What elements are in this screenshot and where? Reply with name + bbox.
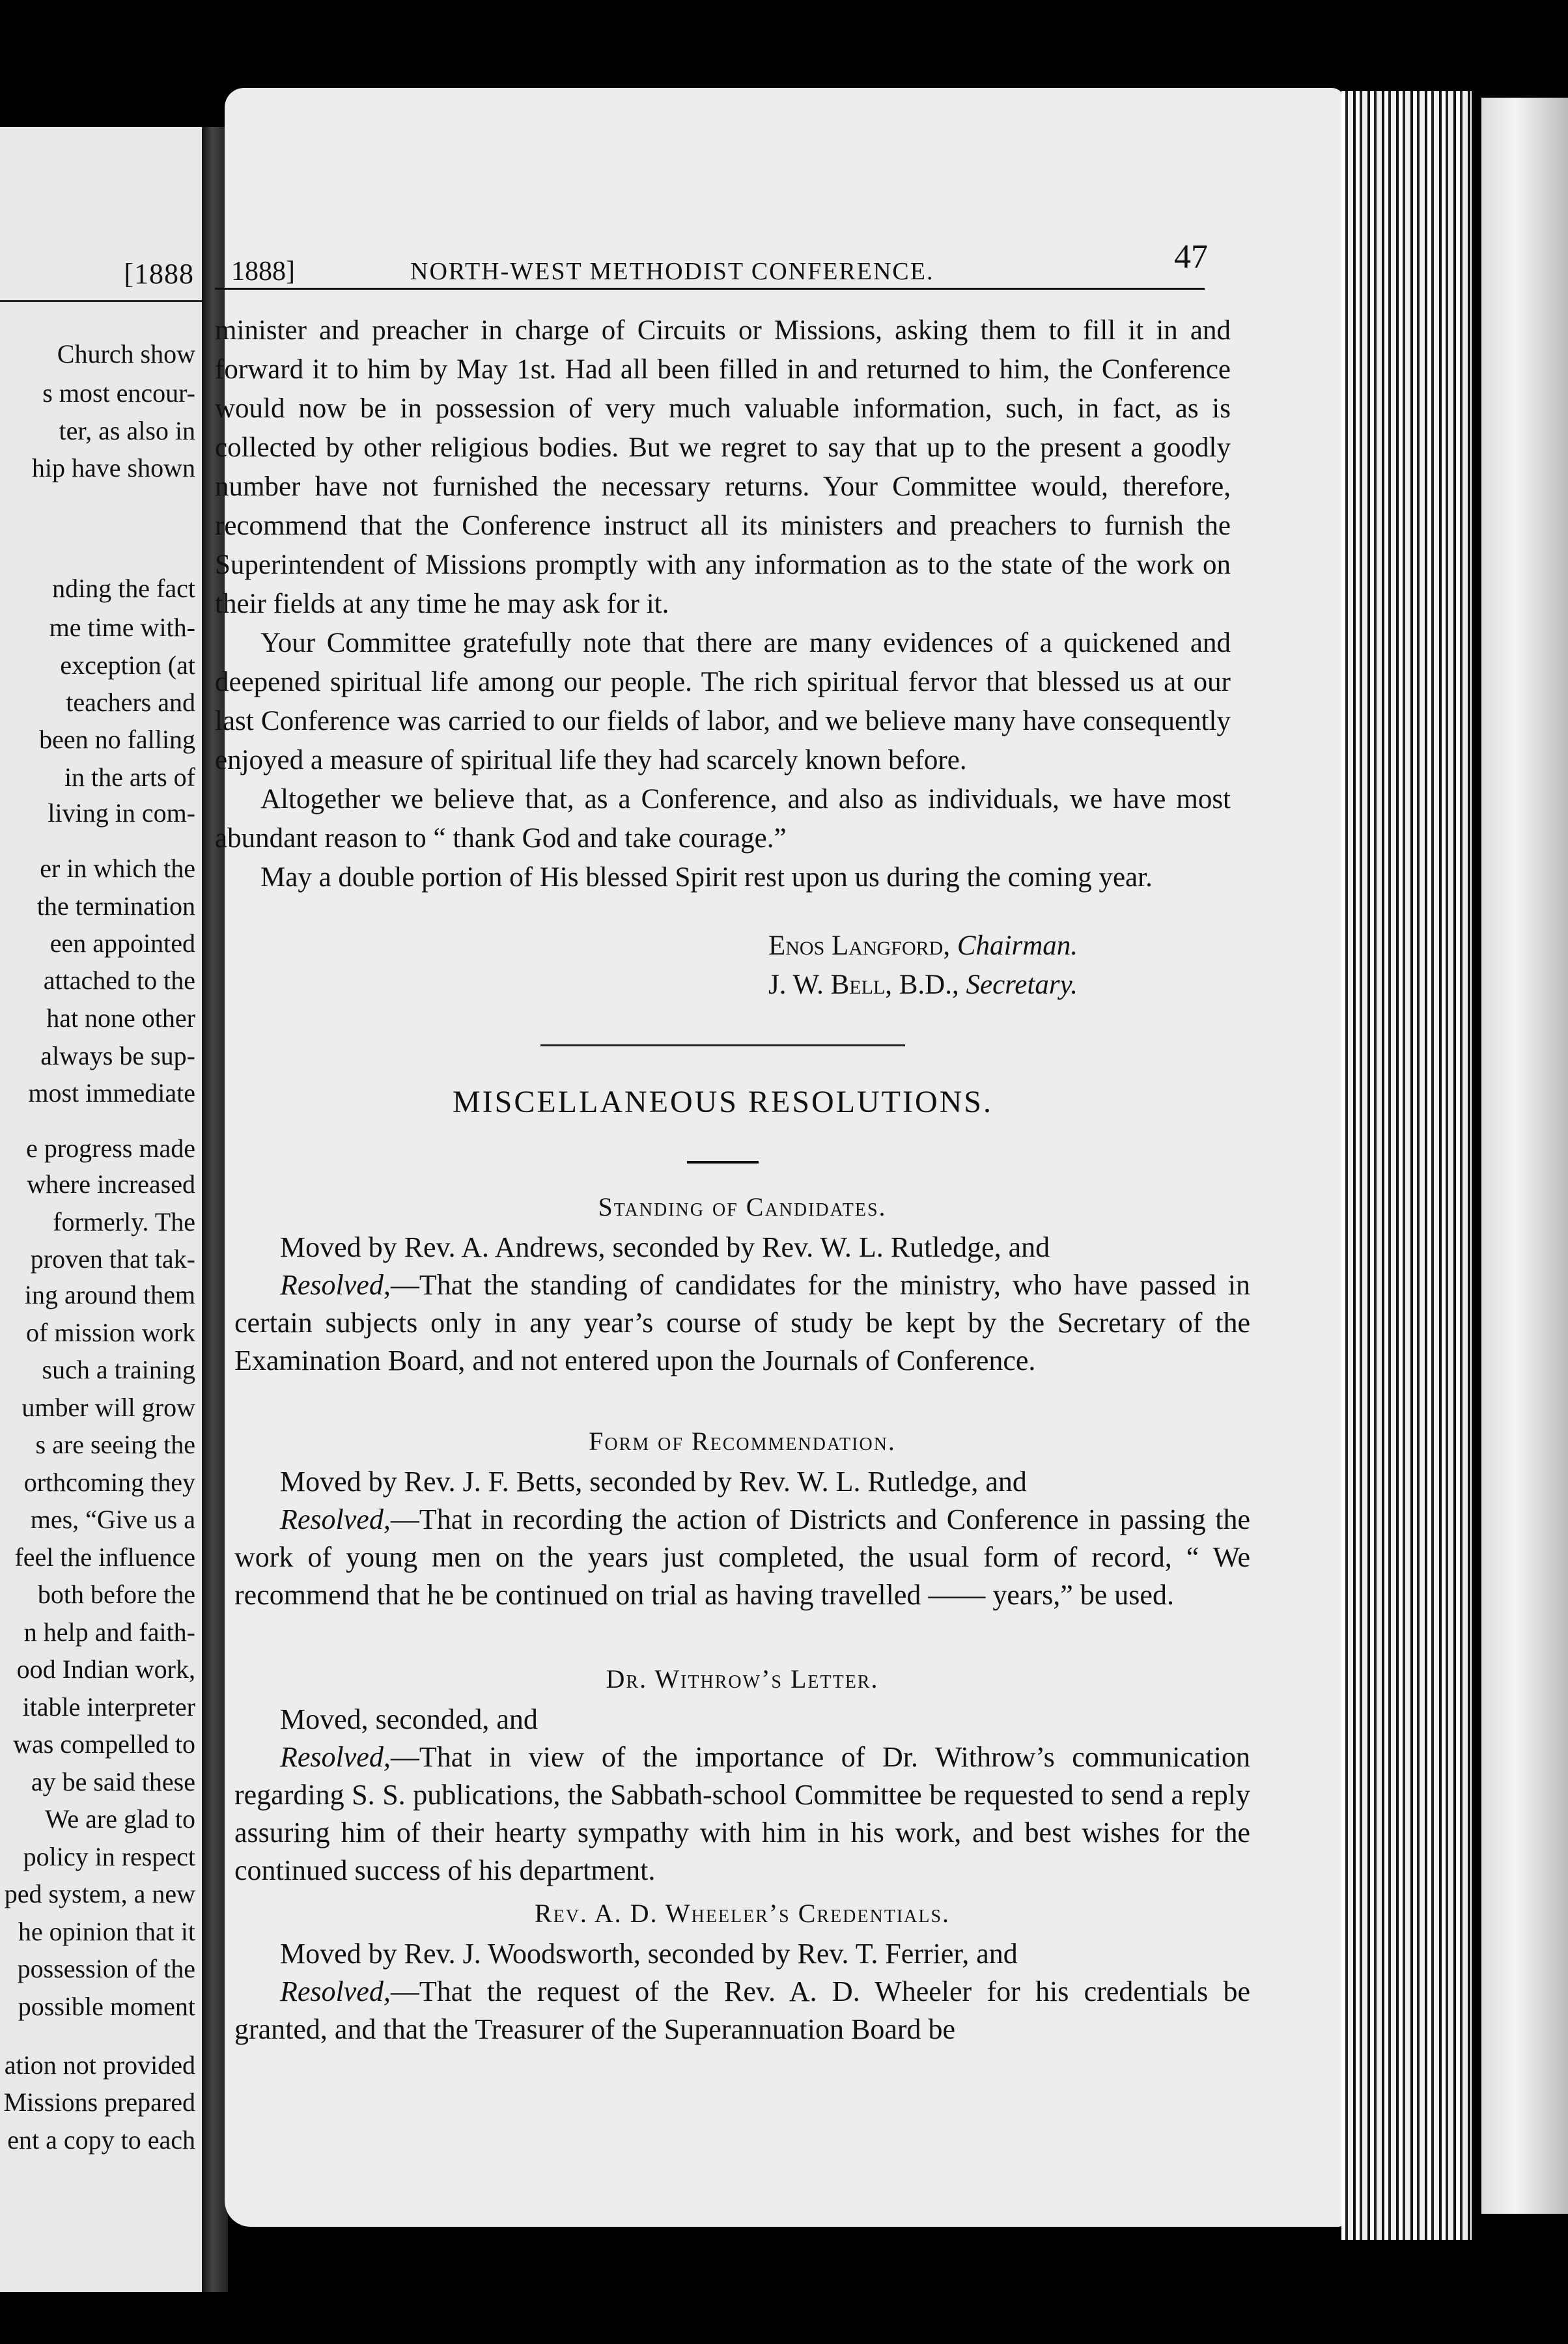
left-page-line: in the arts of [64, 762, 195, 792]
resolution-dr-withrows-letter [234, 1664, 1250, 1890]
left-page-line: Church show [57, 339, 195, 369]
page-number: 47 [1174, 238, 1208, 275]
left-page-line: ation not provided [4, 2050, 195, 2080]
left-page-line: exception (at [60, 650, 195, 680]
resolved-body: —That in recording the action of Districts and Conference in passing the work of young men on the years just completed, the usual form of record, “ We recommend that he be continued on trial as having travelled —— years,” be used. [234, 1503, 1250, 1611]
left-page-line: e progress made [26, 1134, 195, 1163]
left-page-line: er in which the [40, 854, 195, 883]
resolved-label: Resolved, [280, 1269, 391, 1301]
resolved-body: —That the standing of candidates for the ministry, who have passed in certain subjects only in any year’s course of study be kept by the Secretary of the Examination Board, and not entered upon the Journals of Conference. [234, 1269, 1250, 1376]
header-title: NORTH-WEST METHODIST CONFERENCE. [410, 258, 934, 285]
report-body [215, 311, 1231, 897]
left-page-line: hip have shown [31, 453, 195, 482]
left-page-line: the termination [36, 891, 195, 921]
resolution-moved: Moved, seconded, and [280, 1703, 538, 1735]
resolution-standing-of-candidates [234, 1192, 1250, 1380]
left-page-line: ing around them [24, 1280, 195, 1309]
paragraph-3: Altogether we believe that, as a Conference, and also as individuals, we have most abundant reason to “ thank God and take courage.” [215, 784, 1231, 854]
left-page-line: umber will grow [21, 1393, 195, 1422]
left-page-line: been no falling [39, 725, 195, 754]
left-page-line: We are glad to [44, 1804, 195, 1834]
left-page-line: ood Indian work, [16, 1654, 195, 1684]
signature-chairman [768, 930, 1078, 962]
left-page-line: proven that tak- [30, 1244, 195, 1274]
resolution-heading: Dr. Withrow’s Letter. [606, 1664, 879, 1694]
header-rule [215, 288, 1205, 290]
left-page-line: ter, as also in [59, 416, 195, 445]
resolution-wheeler-credentials [234, 1898, 1250, 2048]
left-page-line: ent a copy to each [7, 2125, 195, 2155]
resolution-moved: Moved by Rev. J. Woodsworth, seconded by Rev. T. Ferrier, and [280, 1938, 1018, 1970]
resolved-body: —That in view of the importance of Dr. Withrow’s communication regarding S. S. publications, the Sabbath-school Committee be requested to send a reply assuring him of their hearty sympathy with him in his work, and best wishes for the continued success of his department. [234, 1741, 1250, 1886]
left-page-line: Missions prepared [3, 2087, 195, 2117]
left-page-line: teachers and [66, 688, 195, 717]
chairman-role: Chairman. [957, 930, 1078, 961]
resolution-heading: Rev. A. D. Wheeler’s Credentials. [534, 1899, 951, 1928]
left-page-line: orthcoming they [23, 1468, 195, 1497]
secretary-name: J. W. Bell, B.D., [768, 970, 959, 1000]
paragraph-4: May a double portion of His blessed Spirit rest upon us during the coming year. [260, 862, 1153, 893]
section-title: MISCELLANEOUS RESOLUTIONS. [452, 1085, 993, 1119]
left-page-line: s most encour- [42, 378, 195, 408]
left-facing-page [0, 127, 202, 2292]
left-page-line: s are seeing the [35, 1430, 195, 1459]
left-page-line: living in com- [48, 798, 195, 828]
left-page-line: mes, “Give us a [30, 1505, 195, 1534]
resolved-label: Resolved, [280, 1741, 391, 1773]
left-page-line: me time with- [49, 613, 195, 642]
secretary-role: Secretary. [966, 970, 1078, 1000]
resolution-form-of-recommendation [234, 1426, 1250, 1614]
left-page-line: he opinion that it [18, 1917, 195, 1946]
resolution-text [234, 1266, 1250, 1380]
page-edges-stack [1341, 91, 1472, 2240]
left-page-line: n help and faith- [23, 1617, 195, 1647]
title-underline [687, 1161, 759, 1164]
left-page-line: ay be said these [31, 1767, 195, 1796]
chairman-name: Enos Langford, [768, 930, 951, 961]
signature-secretary [768, 969, 1078, 1001]
resolution-moved: Moved by Rev. J. F. Betts, seconded by Rev. W. L. Rutledge, and [280, 1466, 1027, 1498]
left-page-line: policy in respect [23, 1842, 195, 1871]
left-page-line: most immediate [28, 1078, 195, 1108]
resolution-heading: Standing of Candidates. [598, 1192, 887, 1221]
left-page-line: possible moment [18, 1992, 195, 2021]
paragraph-1: minister and preacher in charge of Circuits or Missions, asking them to fill it in and forward it to him by May 1st. Had all been filled in and returned to him, the Conference would now be in possession of very much valuable information, such, in fact, as is collected by other religious bodies. But we regret to say that up to the present a goodly number have not furnished the necessary returns. Your Committee would, therefore, recommend that the Conference instruct all its ministers and preachers to furnish the Superintendent of Missions promptly with any information as to the state of the work on their fields at any time he may ask for it. [215, 315, 1231, 619]
resolved-label: Resolved, [280, 1503, 391, 1535]
resolution-text [234, 1501, 1250, 1614]
section-separator [540, 1044, 905, 1046]
left-page-line: where increased [27, 1169, 195, 1199]
resolution-text [234, 1738, 1250, 1890]
left-page-line: feel the influence [14, 1542, 195, 1572]
left-page-line: was compelled to [13, 1729, 195, 1759]
left-page-line: nding the fact [52, 574, 195, 603]
paragraph-2: Your Committee gratefully note that there are many evidences of a quickened and deepened spiritual life among our people. The rich spiritual fervor that blessed us at our last Conference was carried to our fields of labor, and we believe many have consequently enjoyed a measure of spiritual life they had scarcely known before. [215, 628, 1231, 775]
left-page-line: such a training [42, 1355, 195, 1384]
resolution-heading: Form of Recommendation. [589, 1427, 896, 1456]
resolved-body: —That the request of the Rev. A. D. Wheeler for his credentials be granted, and that the Treasurer of the Superannuation Board be [234, 1975, 1250, 2045]
left-page-line: hat none other [46, 1003, 195, 1033]
next-page-edge [1481, 98, 1568, 2214]
left-page-line: itable interpreter [22, 1692, 195, 1722]
left-page-line: possession of the [17, 1954, 195, 1983]
resolution-text [234, 1973, 1250, 2048]
resolved-label: Resolved, [280, 1975, 391, 2007]
left-page-line: both before the [37, 1580, 195, 1609]
header-year: 1888] [231, 257, 295, 286]
left-page-line: attached to the [43, 966, 195, 995]
left-page-line: formerly. The [53, 1207, 195, 1236]
left-page-line: een appointed [49, 928, 195, 958]
left-page-line: of mission work [26, 1318, 195, 1347]
running-header [231, 238, 1208, 286]
left-page-header: [1888 [124, 258, 194, 290]
left-page-line: always be sup- [40, 1041, 195, 1070]
left-page-header-rule [0, 300, 202, 302]
left-page-line: ped system, a new [4, 1879, 195, 1908]
resolution-moved: Moved by Rev. A. Andrews, seconded by Rev. W. L. Rutledge, and [280, 1231, 1050, 1263]
